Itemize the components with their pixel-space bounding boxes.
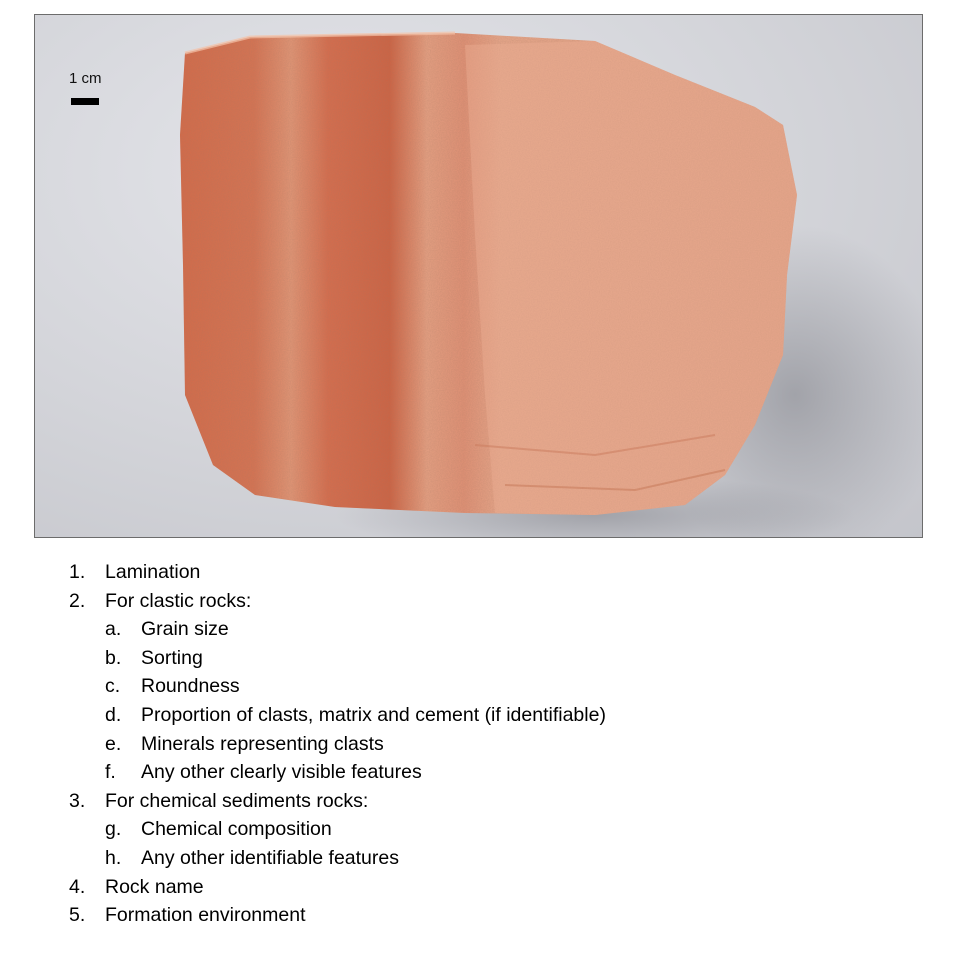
list-marker: d. bbox=[105, 704, 122, 726]
list-item-text: Minerals representing clasts bbox=[141, 732, 384, 755]
list-marker: 4. bbox=[69, 875, 86, 898]
list-marker: 1. bbox=[69, 561, 86, 583]
list-item-text: Chemical composition bbox=[141, 818, 332, 841]
list-item-text: Lamination bbox=[105, 561, 201, 583]
list-marker: b. bbox=[105, 646, 122, 669]
list-item-text: Formation environment bbox=[105, 904, 306, 927]
list-item-text: Any other identifiable features bbox=[141, 847, 399, 869]
list-item-text: Rock name bbox=[105, 875, 204, 898]
list-item-text: Grain size bbox=[141, 618, 229, 641]
rock-photo bbox=[34, 14, 923, 538]
list-marker: c. bbox=[105, 675, 121, 698]
sandstone-specimen-image bbox=[35, 15, 923, 538]
list-item-text: Sorting bbox=[141, 646, 203, 669]
list-marker: g. bbox=[105, 818, 122, 841]
list-item-text: Roundness bbox=[141, 675, 240, 698]
scale-bar bbox=[71, 98, 99, 105]
list-marker: h. bbox=[105, 847, 122, 869]
list-item-text: Any other clearly visible features bbox=[141, 761, 422, 784]
list-marker: f. bbox=[105, 761, 116, 784]
list-marker: e. bbox=[105, 732, 122, 755]
list-item-text: Proportion of clasts, matrix and cement (if identifiable) bbox=[141, 704, 606, 726]
list-marker: 5. bbox=[69, 904, 86, 927]
list-item-text: For chemical sediments rocks: bbox=[105, 789, 369, 812]
list-item-text: For clastic rocks: bbox=[105, 589, 252, 612]
list-marker: a. bbox=[105, 618, 122, 641]
list-marker: 3. bbox=[69, 789, 86, 812]
scale-label: 1 cm bbox=[69, 70, 102, 87]
list-marker: 2. bbox=[69, 589, 86, 612]
